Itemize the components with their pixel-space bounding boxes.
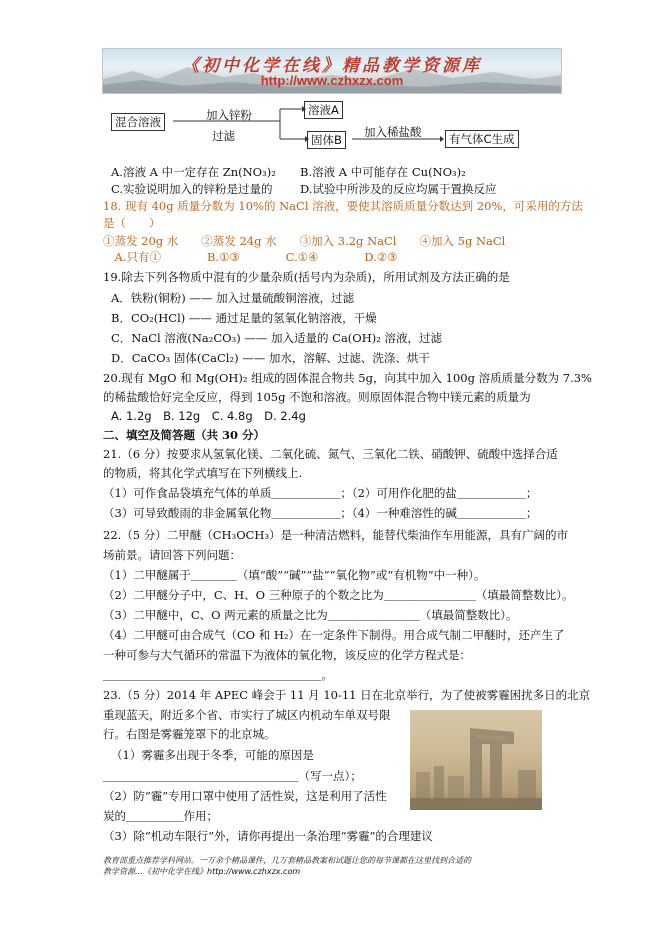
flow-step2: 加入稀盐酸: [364, 125, 422, 139]
q21-item2: （3）可导致酸雨的非金属氧化物＿＿＿＿＿＿；（4）一种难溶性的碱＿＿＿＿＿＿；: [103, 506, 538, 520]
q20-line1: 20.现有 MgO 和 Mg(OH)₂ 组成的固体混合物共 5g，向其中加入 100g 溶质质量分数为 7.3%: [103, 371, 592, 385]
q22-line1: 22.（5 分）二甲醚（CH₃OCH₃）是一种清洁燃料，能替代柴油作车用能源，具有广阔的市: [103, 528, 569, 542]
q23-line3: 行。右图是雾霾笼罩下的北京城。: [103, 727, 276, 741]
q23-item2b: 炭的＿＿＿＿＿作用；: [103, 809, 218, 823]
flow-result-box: 有气体C生成: [445, 130, 519, 148]
cctv-building-icon: [410, 710, 542, 810]
q22-item2: （2）二甲醚分子中，C、H、O 三种原子的个数之比为＿＿＿＿＿＿＿＿（填最简整数比）。: [103, 588, 574, 602]
q22-item3: （3）二甲醚中，C、O 两元素的质量之比为＿＿＿＿＿＿＿＿（填最简整数比）。: [103, 608, 518, 622]
q22-item1: （1）二甲醚属于＿＿＿＿（填“酸”“碱”“盐”“氧化物”或“有机物”中一种）。: [103, 568, 486, 582]
q21-item1: （1）可作食品袋填充气体的单质＿＿＿＿＿＿；（2）可用作化肥的盐＿＿＿＿＿＿；: [103, 486, 538, 500]
q20-choices: A. 1.2g B. 12g C. 4.8g D. 2.4g: [111, 409, 306, 423]
banner-url[interactable]: http://www.czhxzx.com: [260, 73, 404, 88]
q23-item2a: （2）防“霾”专用口罩中使用了活性炭，这是利用了活性: [103, 789, 387, 803]
q21-line1: 21.（6 分）按要求从氢氧化镁、二氧化硫、氮气、三氧化二铁、硝酸钾、硫酸中选择合适: [103, 447, 558, 461]
section2-heading: 二、填空及简答题（共 30 分）: [103, 428, 266, 442]
beijing-smog-photo: [410, 710, 542, 810]
q23-line1: 23.（5 分）2014 年 APEC 峰会于 11 月 10-11 日在北京举行，为了使被雾霾困扰多日的北京: [103, 688, 591, 702]
q22-item4a: （4）二甲醚可由合成气（CO 和 H₂）在一定条件下制得。用合成气制二甲醚时，还产生了: [103, 628, 565, 642]
q17-option-a: A.溶液 A 中一定存在 Zn(NO₃)₂: [111, 165, 276, 179]
footer-line2: 教学资源…《初中化学在线》http://www.czhxzx.com: [103, 867, 301, 876]
q23-item1b: ＿＿＿＿＿＿＿＿＿＿＿＿＿＿＿＿＿（写一点）；: [103, 769, 362, 783]
q23-item1a: （1）雾霾多出现于冬季，可能的原因是: [111, 748, 314, 762]
q17-option-c: C.实验说明加入的锌粉是过量的: [111, 182, 273, 196]
footer: [103, 855, 471, 877]
q18-methods: ①蒸发 20g 水 ②蒸发 24g 水 ③加入 3.2g NaCl ④加入 5g NaCl: [103, 234, 506, 248]
flow-solution-box: 溶液A: [304, 101, 343, 119]
q17-option-d: D.试验中所涉及的反应均属于置换反应: [300, 182, 497, 196]
q23-line2: 重现蓝天，附近多个省、市实行了城区内机动车单双号限: [103, 708, 391, 722]
q18-line2: 是（ ）: [103, 216, 161, 230]
q22-item4b: 一种可参与大气循环的常温下为液体的氧化物，该反应的化学方程式是：: [103, 648, 471, 662]
q22-line2: 场前景。请回答下列问题：: [103, 548, 241, 562]
flow-start-box: 混合溶液: [111, 113, 165, 131]
q19-stem: 19.除去下列各物质中混有的少量杂质(括号内为杂质)，所用试剂及方法正确的是: [103, 270, 510, 284]
q18-line1: 18. 现有 40g 质量分数为 10%的 NaCl 溶液，要使其溶质质量分数达到 20%，可采用的方法: [103, 199, 583, 213]
q20-line2: 的稀盐酸恰好完全反应，得到 105g 不饱和溶液。则原固体混合物中镁元素的质量为: [103, 390, 531, 404]
q19-option-d: D．CaCO₃ 固体(CaCl₂) —— 加水，溶解、过滤、洗涤、烘干: [111, 351, 430, 365]
q18-choices: A.只有① B.①③ C.①④ D.②③: [103, 250, 398, 264]
q19-option-c: C．NaCl 溶液(Na₂CO₃) —— 加入适量的 Ca(OH)₂ 溶液，过滤: [111, 331, 443, 345]
q19-option-b: B．CO₂(HCl) —— 通过足量的氢氧化钠溶液，干燥: [111, 311, 377, 325]
flow-step1-bottom: 过滤: [212, 129, 235, 143]
banner-title: 《初中化学在线》精品教学资源库: [182, 56, 482, 76]
q17-option-b: B.溶液 A 中可能存在 Cu(NO₃)₂: [300, 165, 466, 179]
q19-option-a: A．铁粉(铜粉) —— 加入过量硫酸铜溶液，过滤: [111, 291, 355, 305]
flow-step1-top: 加入锌粉: [206, 108, 252, 122]
flow-solid-box: 固体B: [307, 131, 346, 149]
q22-item4c: ＿＿＿＿＿＿＿＿＿＿＿＿＿＿＿＿＿＿＿。: [103, 668, 333, 682]
footer-line1: 教育部重点推荐学科网站。一万余个精品课件，几万套精品教案和试题让您的每节课都在这里找到合适的: [103, 856, 471, 865]
q23-item3: （3）除“机动车限行”外，请你再提出一条治理“雾霾”的合理建议: [103, 829, 433, 843]
q21-line2: 的物质，将其化学式填写在下列横线上.: [103, 466, 303, 480]
